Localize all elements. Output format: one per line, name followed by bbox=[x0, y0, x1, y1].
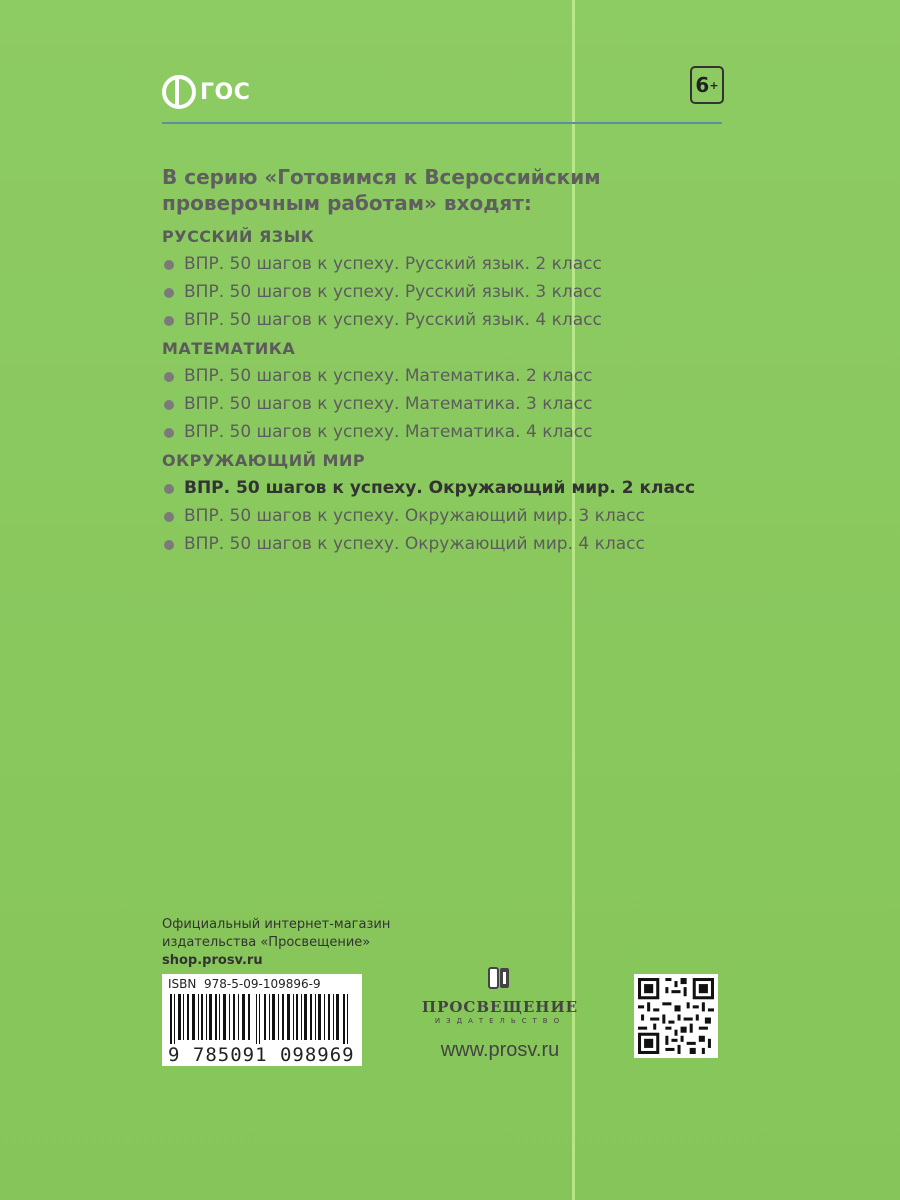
fgos-logo-text: ГОС bbox=[200, 79, 251, 105]
list-item: ВПР. 50 шагов к успеху. Математика. 3 класс bbox=[162, 390, 762, 418]
section-title: ОКРУЖАЮЩИЙ МИР bbox=[162, 451, 366, 470]
isbn-line bbox=[168, 976, 356, 992]
age-rating-plus: + bbox=[709, 78, 719, 92]
header-divider bbox=[162, 122, 722, 124]
shop-info bbox=[162, 916, 390, 970]
section-title: МАТЕМАТИКА bbox=[162, 339, 296, 358]
list-item: ВПР. 50 шагов к успеху. Математика. 4 класс bbox=[162, 418, 762, 446]
publisher-block bbox=[420, 966, 580, 1062]
qr-code-icon bbox=[638, 978, 714, 1054]
series-intro bbox=[162, 164, 722, 216]
fgos-logo bbox=[162, 72, 250, 112]
isbn-barcode bbox=[162, 974, 362, 1066]
section-math bbox=[162, 336, 762, 446]
list-item: ВПР. 50 шагов к успеху. Окружающий мир. 3 класс bbox=[162, 502, 762, 530]
list-item: ВПР. 50 шагов к успеху. Математика. 2 класс bbox=[162, 362, 762, 390]
isbn-label: ISBN bbox=[168, 977, 197, 991]
list-item: ВПР. 50 шагов к успеху. Русский язык. 4 класс bbox=[162, 306, 762, 334]
shop-line2: издательства «Просвещение» bbox=[162, 935, 371, 950]
isbn-value: 978-5-09-109896-9 bbox=[204, 977, 321, 991]
qr-code bbox=[634, 974, 718, 1058]
section-world bbox=[162, 448, 762, 558]
shop-line1: Официальный интернет-магазин bbox=[162, 917, 391, 932]
series-intro-line1: В серию «Готовимся к Всероссийским bbox=[162, 165, 601, 189]
age-rating-badge bbox=[690, 66, 724, 104]
list-item: ВПР. 50 шагов к успеху. Русский язык. 3 класс bbox=[162, 278, 762, 306]
publisher-logo-icon bbox=[485, 966, 515, 990]
publisher-name: ПРОСВЕЩЕНИЕ bbox=[421, 998, 579, 1016]
publisher-website: www.prosv.ru bbox=[440, 1039, 560, 1061]
series-intro-line2: проверочным работам» входят: bbox=[162, 191, 532, 215]
section-title: РУССКИЙ ЯЗЫК bbox=[162, 227, 315, 246]
fgos-ring-icon bbox=[162, 75, 196, 109]
list-item: ВПР. 50 шагов к успеху. Окружающий мир. 4 класс bbox=[162, 530, 762, 558]
list-item-current: ВПР. 50 шагов к успеху. Окружающий мир. 2 класс bbox=[162, 474, 762, 502]
publisher-subtitle: ИЗДАТЕЛЬСТВО bbox=[434, 1017, 566, 1025]
list-item: ВПР. 50 шагов к успеху. Русский язык. 2 класс bbox=[162, 250, 762, 278]
section-russian bbox=[162, 224, 762, 334]
shop-url: shop.prosv.ru bbox=[162, 953, 263, 968]
age-rating-number: 6 bbox=[695, 73, 710, 97]
barcode-digits: 9 785091 098969 bbox=[168, 1044, 355, 1066]
barcode-bars-icon bbox=[168, 994, 354, 1044]
